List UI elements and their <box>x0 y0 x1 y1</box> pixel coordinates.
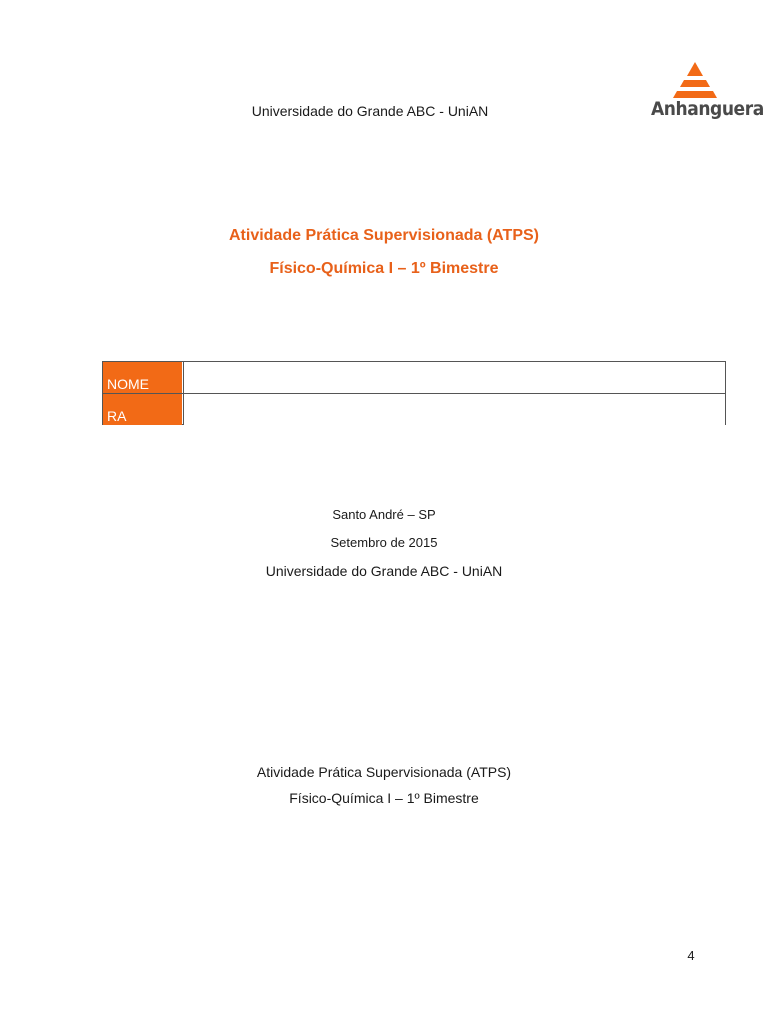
ra-label: RA <box>103 394 182 425</box>
student-info-table <box>102 361 726 425</box>
anhanguera-logo-icon <box>670 60 720 100</box>
logo-wordmark: Anhanguera <box>651 98 764 120</box>
second-title-line1: Atividade Prática Supervisionada (ATPS) <box>256 764 512 780</box>
footer-university: Universidade do Grande ABC - UniAN <box>265 563 503 579</box>
nome-field[interactable] <box>183 362 725 393</box>
date-text: Setembro de 2015 <box>330 535 438 550</box>
page-number: 4 <box>687 948 695 963</box>
ra-field[interactable] <box>183 394 725 425</box>
nome-label: NOME <box>103 362 182 393</box>
city-text: Santo André – SP <box>332 507 436 522</box>
cover-title-line2: Físico-Química I – 1º Bimestre <box>269 260 499 277</box>
cover-title-line1: Atividade Prática Supervisionada (ATPS) <box>228 227 539 244</box>
anhanguera-logo <box>646 60 764 124</box>
header-university: Universidade do Grande ABC - UniAN <box>251 103 489 119</box>
second-title-line2: Físico-Química I – 1º Bimestre <box>289 790 479 806</box>
table-row-ra <box>103 394 725 425</box>
table-row-nome <box>103 362 725 394</box>
